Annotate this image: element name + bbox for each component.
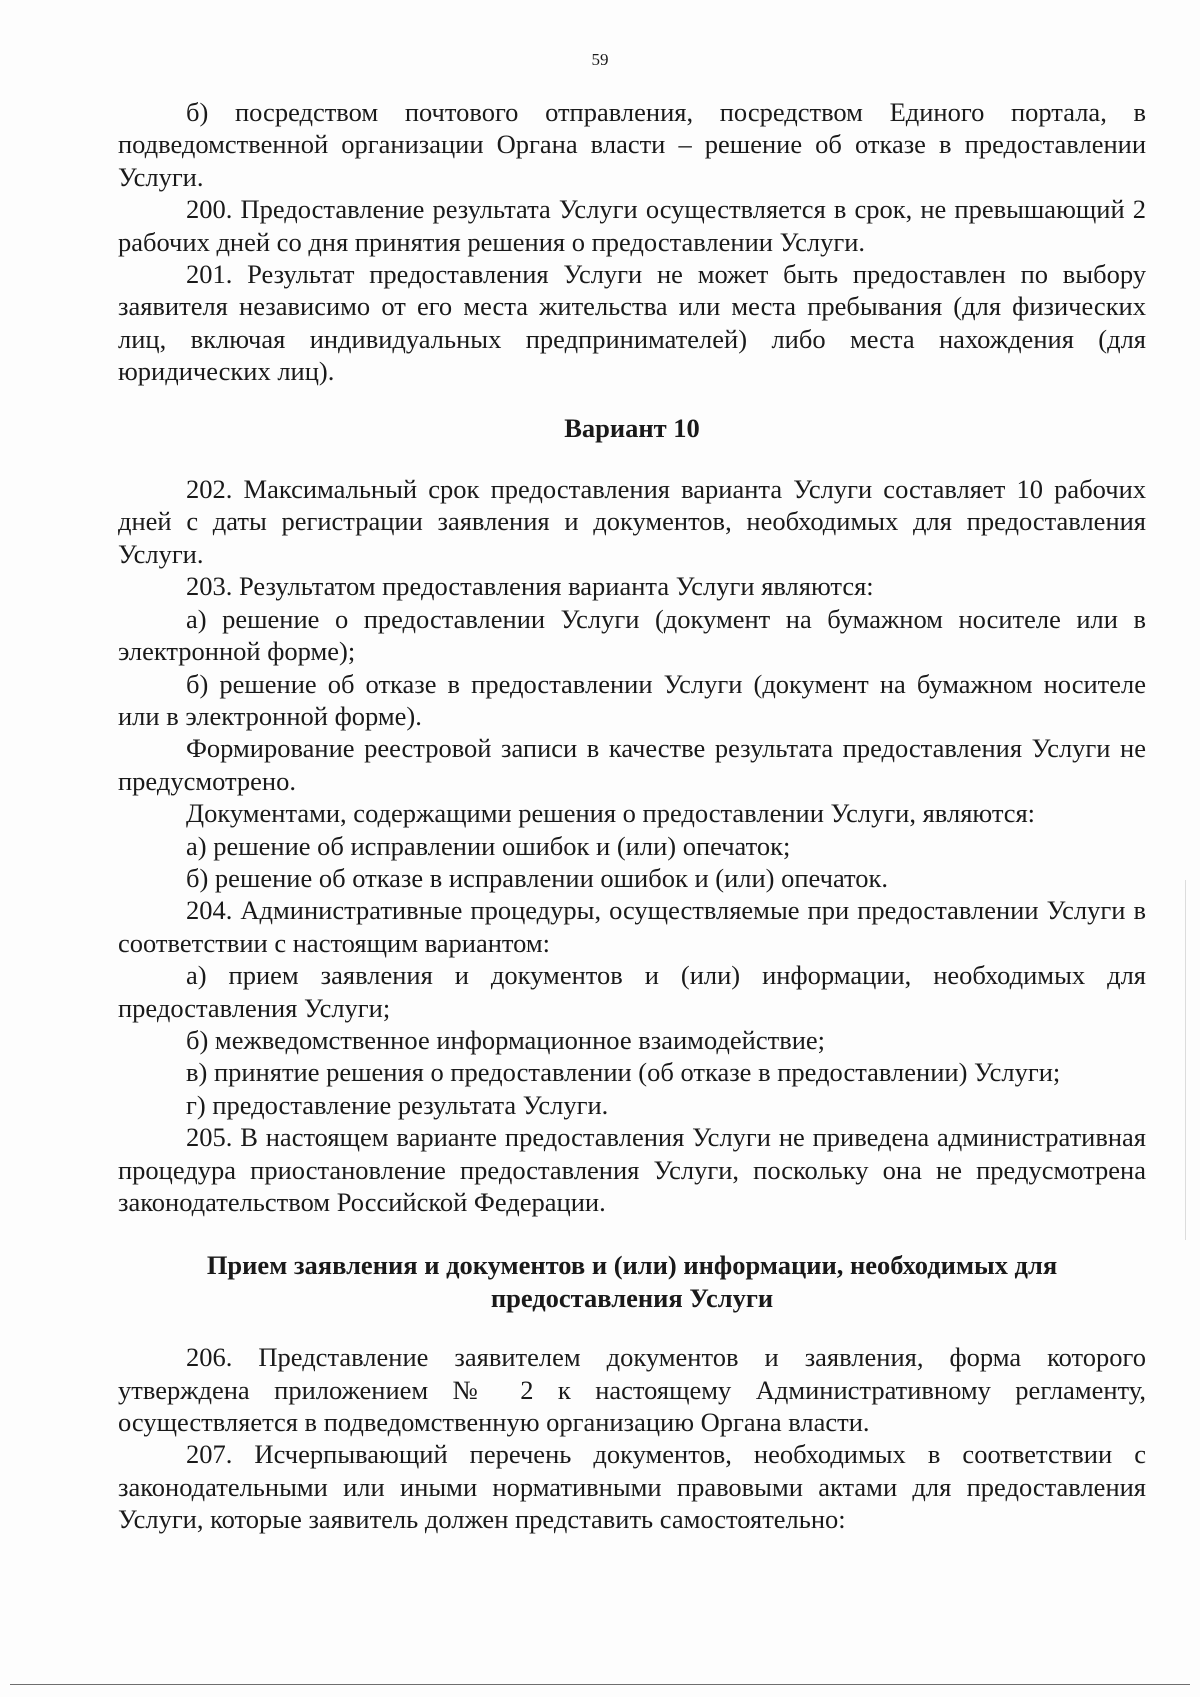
paragraph-200: 200. Предоставление результата Услуги осуществляется в срок, не превышающий 2 рабочих дней со дня принятия решения о предоставлении Услуги. xyxy=(118,194,1146,257)
paragraph-207: 207. Исчерпывающий перечень документов, необходимых в соответствии с законодательными или иными нормативными правовыми актами для предоставления Услуги, которые заявитель должен представить самостоятельно: xyxy=(118,1439,1146,1535)
paragraph-204-a: а) прием заявления и документов и (или) информации, необходимых для предоставления Услуги; xyxy=(118,960,1146,1023)
paragraph-206: 206. Представление заявителем документов и заявления, форма которого утверждена приложением № 2 к настоящему Административному регламенту, осуществляется в подведомственную организацию Органа власти. xyxy=(118,1342,1146,1438)
paragraph-205: 205. В настоящем варианте предоставления Услуги не приведена административная процедура приостановление предоставления Услуги, поскольку она не предусмотрена законодательством Российской Федерации. xyxy=(118,1122,1146,1217)
paragraph-documents-a: а) решение об исправлении ошибок и (или) опечаток; xyxy=(186,830,791,861)
document-body xyxy=(118,96,1146,1536)
heading-section: Прием заявления и документов и (или) информации, необходимых для предоставления Услуги xyxy=(206,1250,1058,1313)
paragraph-204: 204. Административные процедуры, осуществляемые при предоставлении Услуги в соответствии с настоящим вариантом: xyxy=(118,895,1146,958)
paragraph-203: 203. Результатом предоставления варианта Услуги являются: xyxy=(186,571,874,602)
paragraph-204-b: б) межведомственное информационное взаимодействие; xyxy=(186,1024,826,1055)
paragraph-201: 201. Результат предоставления Услуги не может быть предоставлен по выбору заявителя независимо от его места жительства или места пребывания (для физических лиц, включая индивидуальных предпринимателей) либо места нахождения (для юридических лиц). xyxy=(118,259,1146,387)
paragraph-delivery-b: б) посредством почтового отправления, посредством Единого портала, в подведомственной организации Органа власти – решение об отказе в предоставлении Услуги. xyxy=(118,97,1146,192)
paragraph-204-d: г) предоставление результата Услуги. xyxy=(186,1089,609,1120)
paragraph-204-c: в) принятие решения о предоставлении (об отказе в предоставлении) Услуги; xyxy=(186,1057,1061,1088)
heading-variant: Вариант 10 xyxy=(564,412,700,443)
paragraph-202: 202. Максимальный срок предоставления варианта Услуги составляет 10 рабочих дней с даты регистрации заявления и документов, необходимых для предоставления Услуги. xyxy=(118,474,1146,569)
scan-edge-shadow xyxy=(1185,880,1186,1240)
paragraph-documents-b: б) решение об отказе в исправлении ошибок и (или) опечаток. xyxy=(186,862,889,893)
paragraph-203-b: б) решение об отказе в предоставлении Услуги (документ на бумажном носителе или в электронной форме). xyxy=(118,668,1146,731)
page-number: 59 xyxy=(591,50,609,69)
paragraph-documents-decisions: Документами, содержащими решения о предоставлении Услуги, являются: xyxy=(186,798,1036,829)
paragraph-203-a: а) решение о предоставлении Услуги (документ на бумажном носителе или в электронной форме); xyxy=(118,603,1146,667)
paragraph-registry-record: Формирование реестровой записи в качестве результата предоставления Услуги не предусмотрено. xyxy=(118,733,1146,796)
scan-bottom-rule xyxy=(10,1684,1190,1685)
